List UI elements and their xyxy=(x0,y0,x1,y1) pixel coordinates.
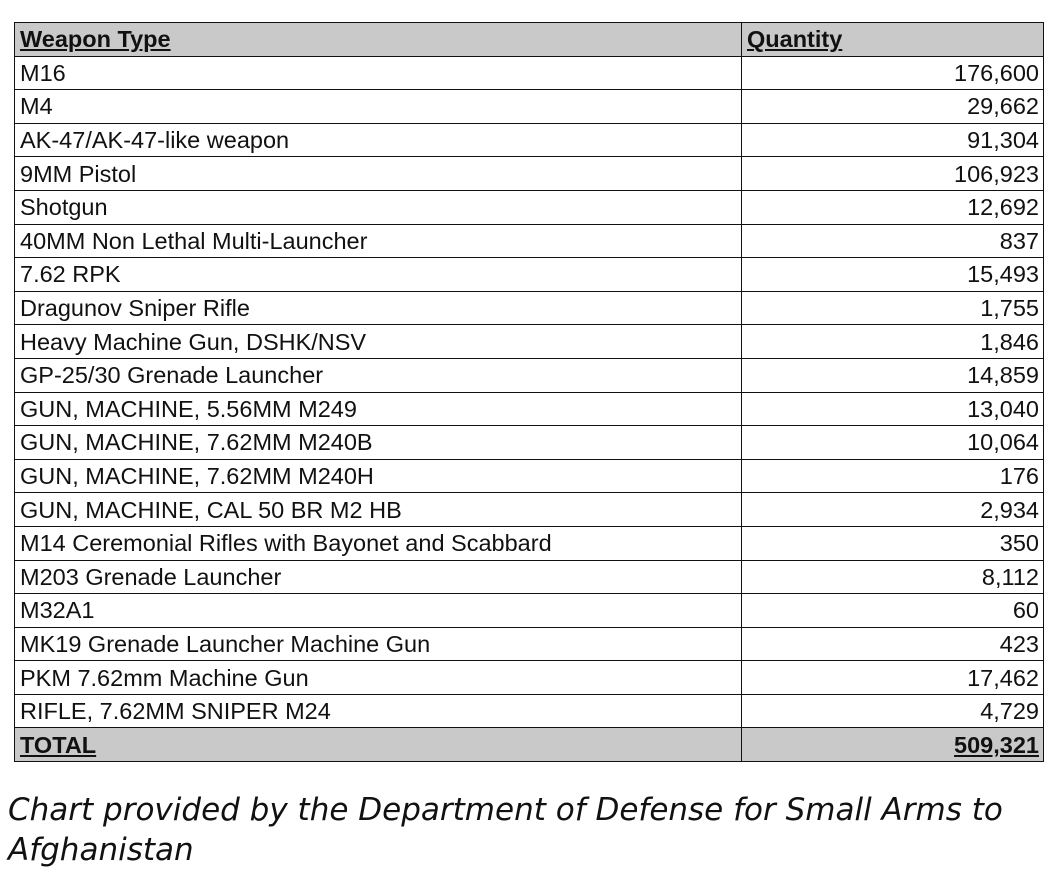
weapon-type-cell: M4 xyxy=(15,90,742,124)
quantity-cell: 2,934 xyxy=(742,493,1044,527)
table-row xyxy=(15,325,1044,359)
quantity-cell: 106,923 xyxy=(742,157,1044,191)
weapon-type-cell: GP-25/30 Grenade Launcher xyxy=(15,358,742,392)
quantity-cell: 29,662 xyxy=(742,90,1044,124)
weapon-type-cell: Shotgun xyxy=(15,190,742,224)
quantity-cell: 12,692 xyxy=(742,190,1044,224)
table-header-row xyxy=(15,23,1044,57)
table-row xyxy=(15,56,1044,90)
table-row xyxy=(15,627,1044,661)
weapon-type-cell: M14 Ceremonial Rifles with Bayonet and Scabbard xyxy=(15,526,742,560)
header-weapon-type: Weapon Type xyxy=(15,23,742,57)
quantity-cell: 10,064 xyxy=(742,426,1044,460)
table-row xyxy=(15,526,1044,560)
quantity-cell: 14,859 xyxy=(742,358,1044,392)
table-row xyxy=(15,358,1044,392)
table-row xyxy=(15,426,1044,460)
quantity-cell: 176 xyxy=(742,459,1044,493)
table-row xyxy=(15,661,1044,695)
table-row xyxy=(15,560,1044,594)
weapon-type-cell: MK19 Grenade Launcher Machine Gun xyxy=(15,627,742,661)
weapon-type-cell: PKM 7.62mm Machine Gun xyxy=(15,661,742,695)
weapon-type-cell: M203 Grenade Launcher xyxy=(15,560,742,594)
quantity-cell: 1,846 xyxy=(742,325,1044,359)
quantity-cell: 91,304 xyxy=(742,123,1044,157)
quantity-cell: 8,112 xyxy=(742,560,1044,594)
table-row xyxy=(15,291,1044,325)
weapon-type-cell: M32A1 xyxy=(15,594,742,628)
chart-caption: Chart provided by the Department of Defense for Small Arms to Afghanistan xyxy=(8,792,1003,868)
quantity-cell: 17,462 xyxy=(742,661,1044,695)
quantity-cell: 13,040 xyxy=(742,392,1044,426)
weapons-table xyxy=(14,22,1044,762)
quantity-cell: 423 xyxy=(742,627,1044,661)
total-value: 509,321 xyxy=(742,728,1044,762)
table-row xyxy=(15,493,1044,527)
table-row xyxy=(15,123,1044,157)
header-quantity: Quantity xyxy=(742,23,1044,57)
weapon-type-cell: M16 xyxy=(15,56,742,90)
weapon-type-cell: AK-47/AK-47-like weapon xyxy=(15,123,742,157)
quantity-cell: 837 xyxy=(742,224,1044,258)
quantity-cell: 60 xyxy=(742,594,1044,628)
weapon-type-cell: GUN, MACHINE, 7.62MM M240B xyxy=(15,426,742,460)
table-row xyxy=(15,157,1044,191)
total-label: TOTAL xyxy=(15,728,742,762)
weapon-type-cell: RIFLE, 7.62MM SNIPER M24 xyxy=(15,694,742,728)
weapon-type-cell: Heavy Machine Gun, DSHK/NSV xyxy=(15,325,742,359)
weapon-type-cell: 9MM Pistol xyxy=(15,157,742,191)
table-row xyxy=(15,594,1044,628)
weapon-type-cell: Dragunov Sniper Rifle xyxy=(15,291,742,325)
table-row xyxy=(15,392,1044,426)
weapon-type-cell: GUN, MACHINE, 7.62MM M240H xyxy=(15,459,742,493)
weapon-type-cell: GUN, MACHINE, 5.56MM M249 xyxy=(15,392,742,426)
quantity-cell: 1,755 xyxy=(742,291,1044,325)
table-row xyxy=(15,190,1044,224)
table-row xyxy=(15,90,1044,124)
total-row xyxy=(15,728,1044,762)
table-row xyxy=(15,694,1044,728)
table-row xyxy=(15,224,1044,258)
quantity-cell: 4,729 xyxy=(742,694,1044,728)
table-row xyxy=(15,258,1044,292)
quantity-cell: 350 xyxy=(742,526,1044,560)
quantity-cell: 15,493 xyxy=(742,258,1044,292)
weapons-table-container xyxy=(14,22,1044,762)
quantity-cell: 176,600 xyxy=(742,56,1044,90)
weapon-type-cell: 40MM Non Lethal Multi-Launcher xyxy=(15,224,742,258)
weapon-type-cell: 7.62 RPK xyxy=(15,258,742,292)
weapon-type-cell: GUN, MACHINE, CAL 50 BR M2 HB xyxy=(15,493,742,527)
table-row xyxy=(15,459,1044,493)
